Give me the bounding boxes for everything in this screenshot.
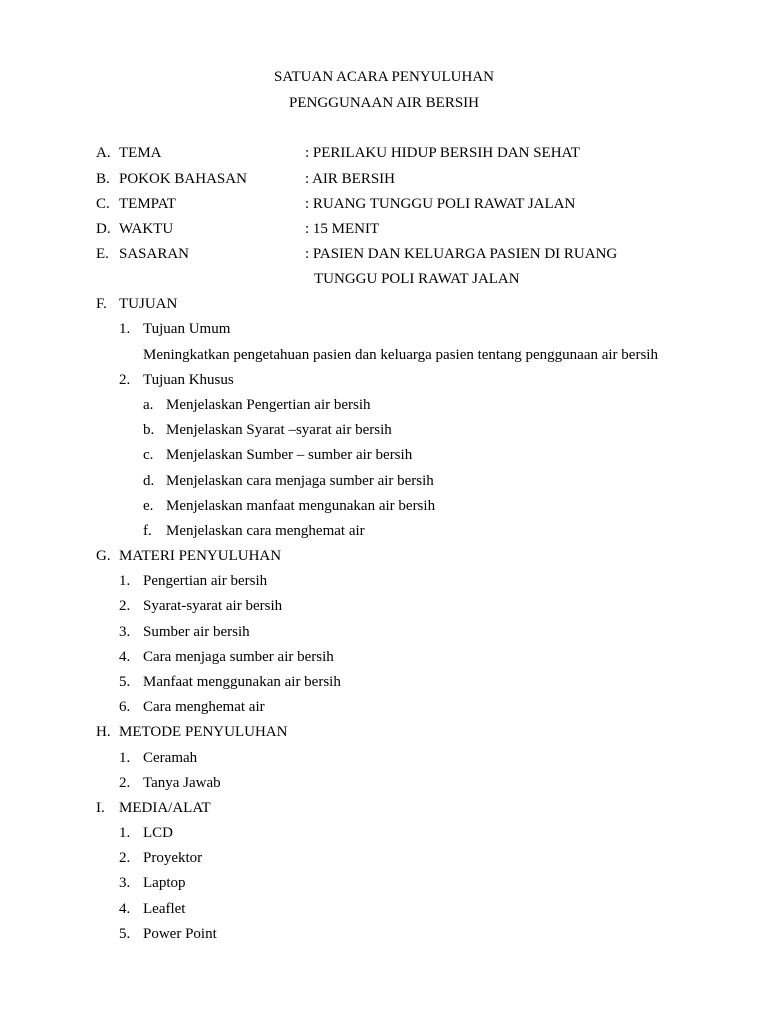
list-item: Menjelaskan Syarat –syarat air bersih (166, 422, 392, 438)
list-number: 2. (119, 372, 131, 388)
section-heading-tujuan: TUJUAN (119, 296, 178, 312)
info-label-pokok-bahasan: POKOK BAHASAN (119, 171, 247, 187)
doc-title: SATUAN ACARA PENYULUHAN (273, 69, 495, 85)
tujuan-umum-text: Meningkatkan pengetahuan pasien dan keluarga pasien tentang penggunaan air bersih (143, 347, 658, 363)
info-value-waktu: : 15 MENIT (305, 221, 380, 237)
info-letter: D. (96, 221, 111, 237)
list-item: Cara menghemat air (143, 699, 265, 715)
list-item: Sumber air bersih (143, 624, 250, 640)
list-item: Tanya Jawab (143, 775, 221, 791)
list-item: Power Point (143, 926, 217, 942)
list-item: Menjelaskan Sumber – sumber air bersih (166, 447, 413, 463)
list-item: LCD (143, 825, 173, 841)
info-letter: E. (96, 246, 109, 262)
section-letter: G. (96, 548, 111, 564)
list-item: Menjelaskan manfaat mengunakan air bersih (166, 498, 436, 514)
list-number: 2. (119, 598, 131, 614)
list-item: Cara menjaga sumber air bersih (143, 649, 334, 665)
list-letter: c. (143, 447, 154, 463)
list-item: Menjelaskan cara menghemat air (166, 523, 365, 539)
list-number: 5. (119, 674, 131, 690)
list-letter: e. (143, 498, 154, 514)
list-item: Pengertian air bersih (143, 573, 268, 589)
list-item: Laptop (143, 875, 186, 891)
info-letter: B. (96, 171, 110, 187)
info-value-tema: : PERILAKU HIDUP BERSIH DAN SEHAT (305, 145, 580, 161)
list-item: Ceramah (143, 750, 198, 766)
list-number: 5. (119, 926, 131, 942)
info-letter: C. (96, 196, 110, 212)
section-heading-metode: METODE PENYULUHAN (119, 724, 288, 740)
list-number: 4. (119, 901, 131, 917)
info-value-pokok-bahasan: : AIR BERSIH (305, 171, 396, 187)
list-item: Manfaat menggunakan air bersih (143, 674, 341, 690)
tujuan-umum-label: Tujuan Umum (143, 321, 231, 337)
info-value-sasaran-cont: TUNGGU POLI RAWAT JALAN (314, 271, 520, 287)
list-number: 2. (119, 850, 131, 866)
section-letter: F. (96, 296, 107, 312)
list-letter: f. (143, 523, 152, 539)
info-label-sasaran: SASARAN (119, 246, 190, 262)
list-letter: b. (143, 422, 155, 438)
section-letter: H. (96, 724, 111, 740)
section-heading-media: MEDIA/ALAT (119, 800, 211, 816)
list-number: 3. (119, 875, 131, 891)
list-item: Menjelaskan Pengertian air bersih (166, 397, 371, 413)
list-number: 1. (119, 321, 131, 337)
info-value-sasaran: : PASIEN DAN KELUARGA PASIEN DI RUANG (305, 246, 618, 262)
list-item: Syarat-syarat air bersih (143, 598, 283, 614)
list-letter: d. (143, 473, 155, 489)
info-label-tempat: TEMPAT (119, 196, 176, 212)
list-item: Menjelaskan cara menjaga sumber air bersih (166, 473, 434, 489)
list-letter: a. (143, 397, 154, 413)
list-number: 1. (119, 750, 131, 766)
list-number: 4. (119, 649, 131, 665)
list-number: 1. (119, 825, 131, 841)
info-value-tempat: : RUANG TUNGGU POLI RAWAT JALAN (305, 196, 576, 212)
doc-subtitle: PENGGUNAAN AIR BERSIH (288, 95, 479, 111)
info-label-waktu: WAKTU (119, 221, 174, 237)
list-number: 6. (119, 699, 131, 715)
list-item: Leaflet (143, 901, 186, 917)
list-number: 1. (119, 573, 131, 589)
info-letter: A. (96, 145, 111, 161)
section-heading-materi: MATERI PENYULUHAN (119, 548, 282, 564)
tujuan-khusus-label: Tujuan Khusus (143, 372, 234, 388)
list-item: Proyektor (143, 850, 203, 866)
section-letter: I. (96, 800, 105, 816)
list-number: 3. (119, 624, 131, 640)
info-label-tema: TEMA (119, 145, 162, 161)
list-number: 2. (119, 775, 131, 791)
